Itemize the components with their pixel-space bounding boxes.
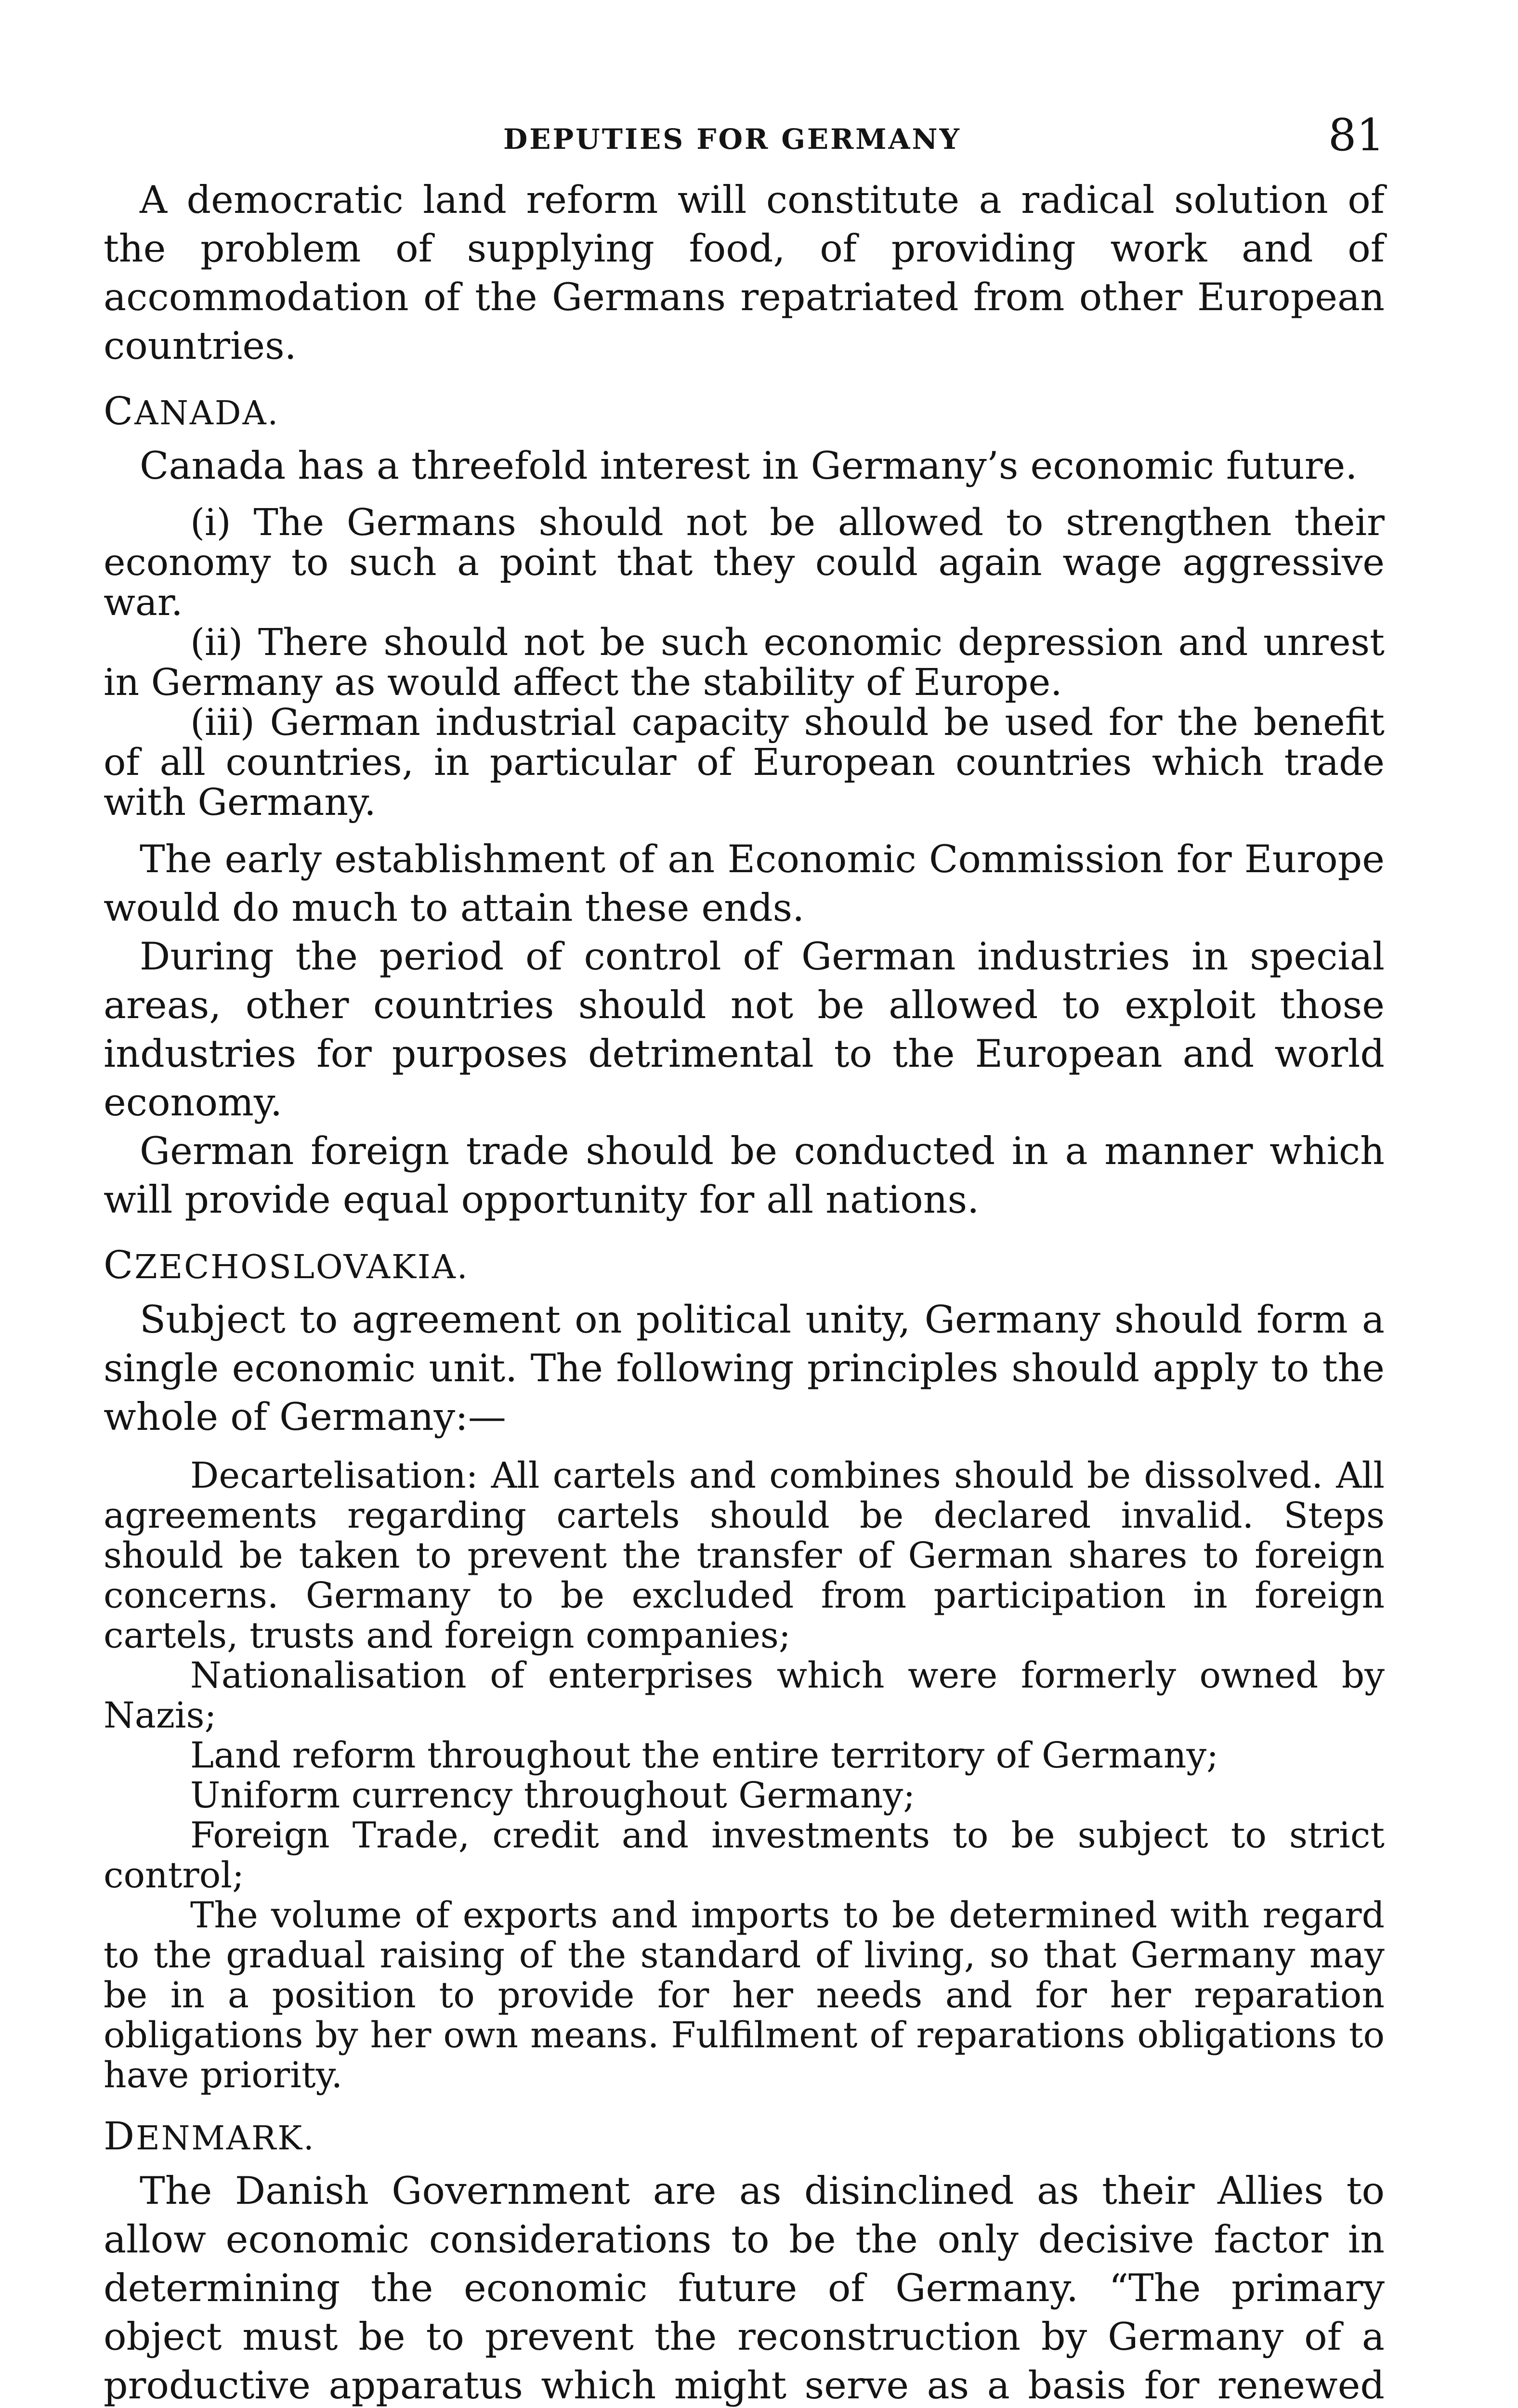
intro-paragraph: A democratic land reform will constitute a radical solution of the problem of supplying food, of providing work and of accommodation of the Germans repatriated from other European countries. bbox=[104, 178, 1385, 368]
canada-paragraph-2: During the period of control of German industries in special areas, other countries should not be allowed to exploit those industries for purposes detrimental to the European and world economy. bbox=[104, 934, 1385, 1125]
denmark-paragraph: The Danish Government are as disinclined as their Allies to allow economic considerations to be the only decisive factor in determining the economic future of Germany. “The primary object must be to prevent the reconstruction by Germany of a productive apparatus which might serve as a basis for renewed bbox=[104, 2169, 1385, 2408]
principle-decartelisation: Decartelisation: All cartels and combines should be dissolved. All agreements regarding cartels should be declared invalid. Steps should be taken to prevent the transfer of German shares to foreign concerns. Germany to be excluded from participation in foreign cartels, trusts and foreign companies; bbox=[104, 1455, 1385, 1656]
page-number: 81 bbox=[1328, 109, 1385, 161]
canada-point-1: (i) The Germans should not be allowed to strengthen their economy to such a point that they could again wage aggressive war. bbox=[104, 501, 1385, 624]
heading-cap: D bbox=[104, 2114, 136, 2159]
principle-nationalisation: Nationalisation of enterprises which were formerly owned by Nazis; bbox=[104, 1655, 1385, 1736]
canada-paragraph-1: The early establishment of an Economic Commission for Europe would do much to attain these ends. bbox=[104, 837, 1385, 930]
document-page bbox=[104, 109, 1385, 2408]
czechoslovakia-principles bbox=[104, 1456, 1385, 2095]
canada-points bbox=[104, 503, 1385, 823]
principle-foreign-trade: Foreign Trade, credit and investments to be subject to strict control; bbox=[104, 1815, 1385, 1896]
heading-cap: C bbox=[104, 1243, 135, 1287]
czechoslovakia-opening: Subject to agreement on political unity, Germany should form a single economic unit. The following principles should apply to the whole of Germany:— bbox=[104, 1297, 1385, 1439]
canada-point-2: (ii) There should not be such economic depression and unrest in Germany as would affect the stability of Europe. bbox=[104, 621, 1385, 704]
canada-point-3: (iii) German industrial capacity should be used for the benefit of all countries, in particular of European countries which trade with Germany. bbox=[104, 701, 1385, 824]
heading-cap: C bbox=[104, 389, 135, 433]
section-heading-czechoslovakia bbox=[104, 1241, 1385, 1292]
principle-land-reform: Land reform throughout the entire territory of Germany; bbox=[190, 1735, 1219, 1776]
principle-exports-imports: The volume of exports and imports to be determined with regard to the gradual raising of the standard of living, so that Germany may be in a position to provide for her needs and for her reparation obligations by her own means. Fulfilment of reparations obligations to have priority. bbox=[104, 1895, 1385, 2096]
running-head: DEPUTIES FOR GERMANY bbox=[503, 123, 961, 156]
page-header bbox=[104, 109, 1385, 176]
heading-rest: ANADA. bbox=[134, 394, 280, 432]
canada-paragraph-3: German foreign trade should be conducted in a manner which will provide equal opportunity for all nations. bbox=[104, 1129, 1385, 1222]
heading-rest: ZECHOSLOVAKIA. bbox=[134, 1248, 469, 1286]
principle-uniform-currency: Uniform currency throughout Germany; bbox=[190, 1775, 916, 1816]
heading-rest: ENMARK. bbox=[136, 2120, 315, 2158]
section-heading-denmark bbox=[104, 2112, 1385, 2163]
canada-opening: Canada has a threefold interest in Germany’s economic future. bbox=[140, 444, 1358, 488]
section-heading-canada bbox=[104, 387, 1385, 438]
